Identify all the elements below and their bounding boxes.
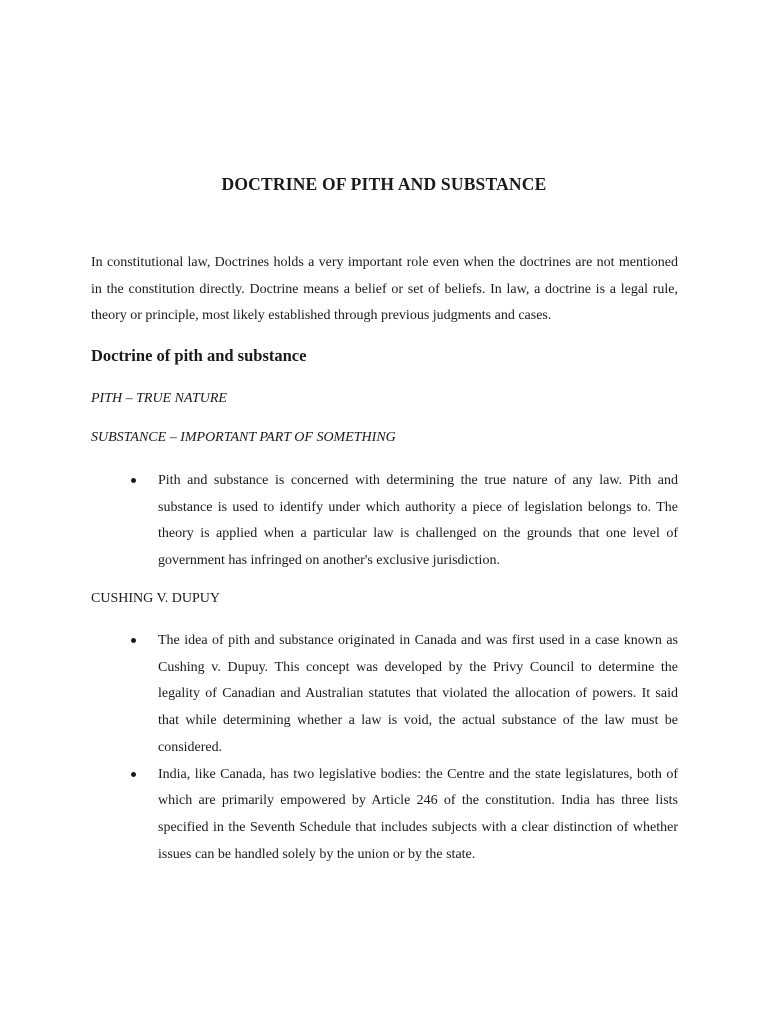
bullet-item <box>0 628 768 762</box>
bullet-icon <box>131 772 136 777</box>
section-heading: Doctrine of pith and substance <box>91 346 307 365</box>
pith-definition: PITH – TRUE NATURE <box>91 391 227 406</box>
bullet-text: Pith and substance is concerned with determining the true nature of any law. Pith and substance is used to identify under which authority a piece of legislation belongs to. The theory is applied when a particular law is challenged on the grounds that one level of government has infringed on another's exclusive jurisdiction. <box>158 473 678 569</box>
bullet-item <box>0 762 768 869</box>
bullet-list-cushing <box>0 628 768 868</box>
bullet-item <box>0 468 768 575</box>
intro-paragraph: In constitutional law, Doctrines holds a very important role even when the doctrines are not mentioned in the constitution directly. Doctrine means a belief or set of beliefs. In law, a doctrine is a legal rule, theory or principle, most likely established through previous judgments and cases. <box>91 255 678 324</box>
substance-definition: SUBSTANCE – IMPORTANT PART OF SOMETHING <box>91 430 396 445</box>
bullet-icon <box>131 478 136 483</box>
case-label: CUSHING V. DUPUY <box>91 591 221 606</box>
bullet-icon <box>131 638 136 643</box>
bullet-text: India, like Canada, has two legislative bodies: the Centre and the state legislatures, both of which are primarily empowered by Article 246 of the constitution. India has three lists specified in the Seventh Schedule that includes subjects with a clear distinction of whether issues can be handled solely by the union or by the state. <box>158 766 678 862</box>
bullet-list-pith <box>0 468 768 575</box>
document-title: DOCTRINE OF PITH AND SUBSTANCE <box>221 174 547 194</box>
bullet-text: The idea of pith and substance originated in Canada and was first used in a case known as Cushing v. Dupuy. This concept was developed by the Privy Council to determine the legality of Canadian and Australian statutes that violated the allocation of powers. It said that while determining whether a law is void, the actual substance of the law must be considered. <box>158 633 678 755</box>
